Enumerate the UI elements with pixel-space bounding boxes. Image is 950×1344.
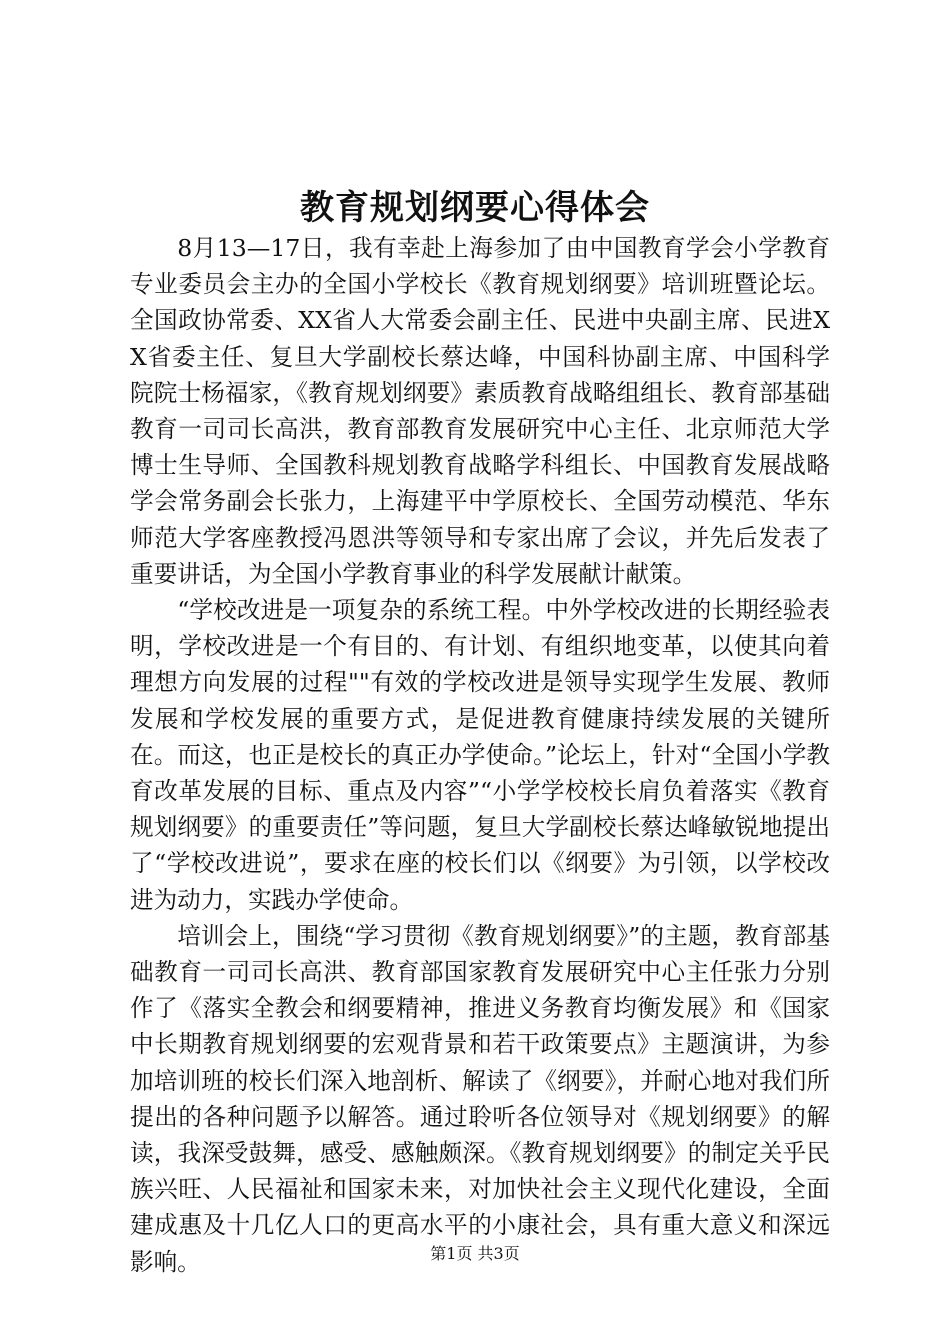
page-footer: 第1页 共3页: [430, 1244, 520, 1263]
document-body: [130, 230, 830, 1280]
paragraph-3: 培训会上，围绕“学习贯彻《教育规划纲要》”的主题，教育部基础教育一司司长高洪、教育部国家教育发展研究中心主任张力分别作了《落实全教会和纲要精神，推进义务教育均衡发展》和《国家中长期教育规划纲要的宏观背景和若干政策要点》主题演讲，为参加培训班的校长们深入地剖析、解读了《纲要》，并耐心地对我们所提出的各种问题予以解答。通过聆听各位领导对《规划纲要》的解读，我深受鼓舞，感受、感触颇深。《教育规划纲要》的制定关乎民族兴旺、人民福祉和国家未来，对加快社会主义现代化建设，全面建成惠及十几亿人口的更高水平的小康社会，具有重大意义和深远影响。: [130, 921, 830, 1276]
paragraph-2: “学校改进是一项复杂的系统工程。中外学校改进的长期经验表明，学校改进是一个有目的、有计划、有组织地变革，以使其向着理想方向发展的过程""有效的学校改进是领导实现学生发展、教师发展和学校发展的重要方式，是促进教育健康持续发展的关键所在。而这，也正是校长的真正办学使命。”论坛上，针对“全国小学教育改革发展的目标、重点及内容”“小学学校校长肩负着落实《教育规划纲要》的重要责任”等问题，复旦大学副校长蔡达峰敏锐地提出了“学校改进说”，要求在座的校长们以《纲要》为引领，以学校改进为动力，实践办学使命。: [130, 596, 830, 914]
document-title: 教育规划纲要心得体会: [300, 188, 650, 228]
paragraph-1: 8月13—17日，我有幸赴上海参加了由中国教育学会小学教育专业委员会主办的全国小学校长《教育规划纲要》培训班暨论坛。全国政协常委、XX省人大常委会副主任、民进中央副主席、民进XX省委主任、复旦大学副校长蔡达峰，中国科协副主席、中国科学院院士杨福家，《教育规划纲要》素质教育战略组组长、教育部基础教育一司司长高洪，教育部教育发展研究中心主任、北京师范大学博士生导师、全国教科规划教育战略学科组长、中国教育发展战略学会常务副会长张力，上海建平中学原校长、全国劳动模范、华东师范大学客座教授冯恩洪等领导和专家出席了会议，并先后发表了重要讲话，为全国小学教育事业的科学发展献计献策。: [130, 234, 830, 588]
